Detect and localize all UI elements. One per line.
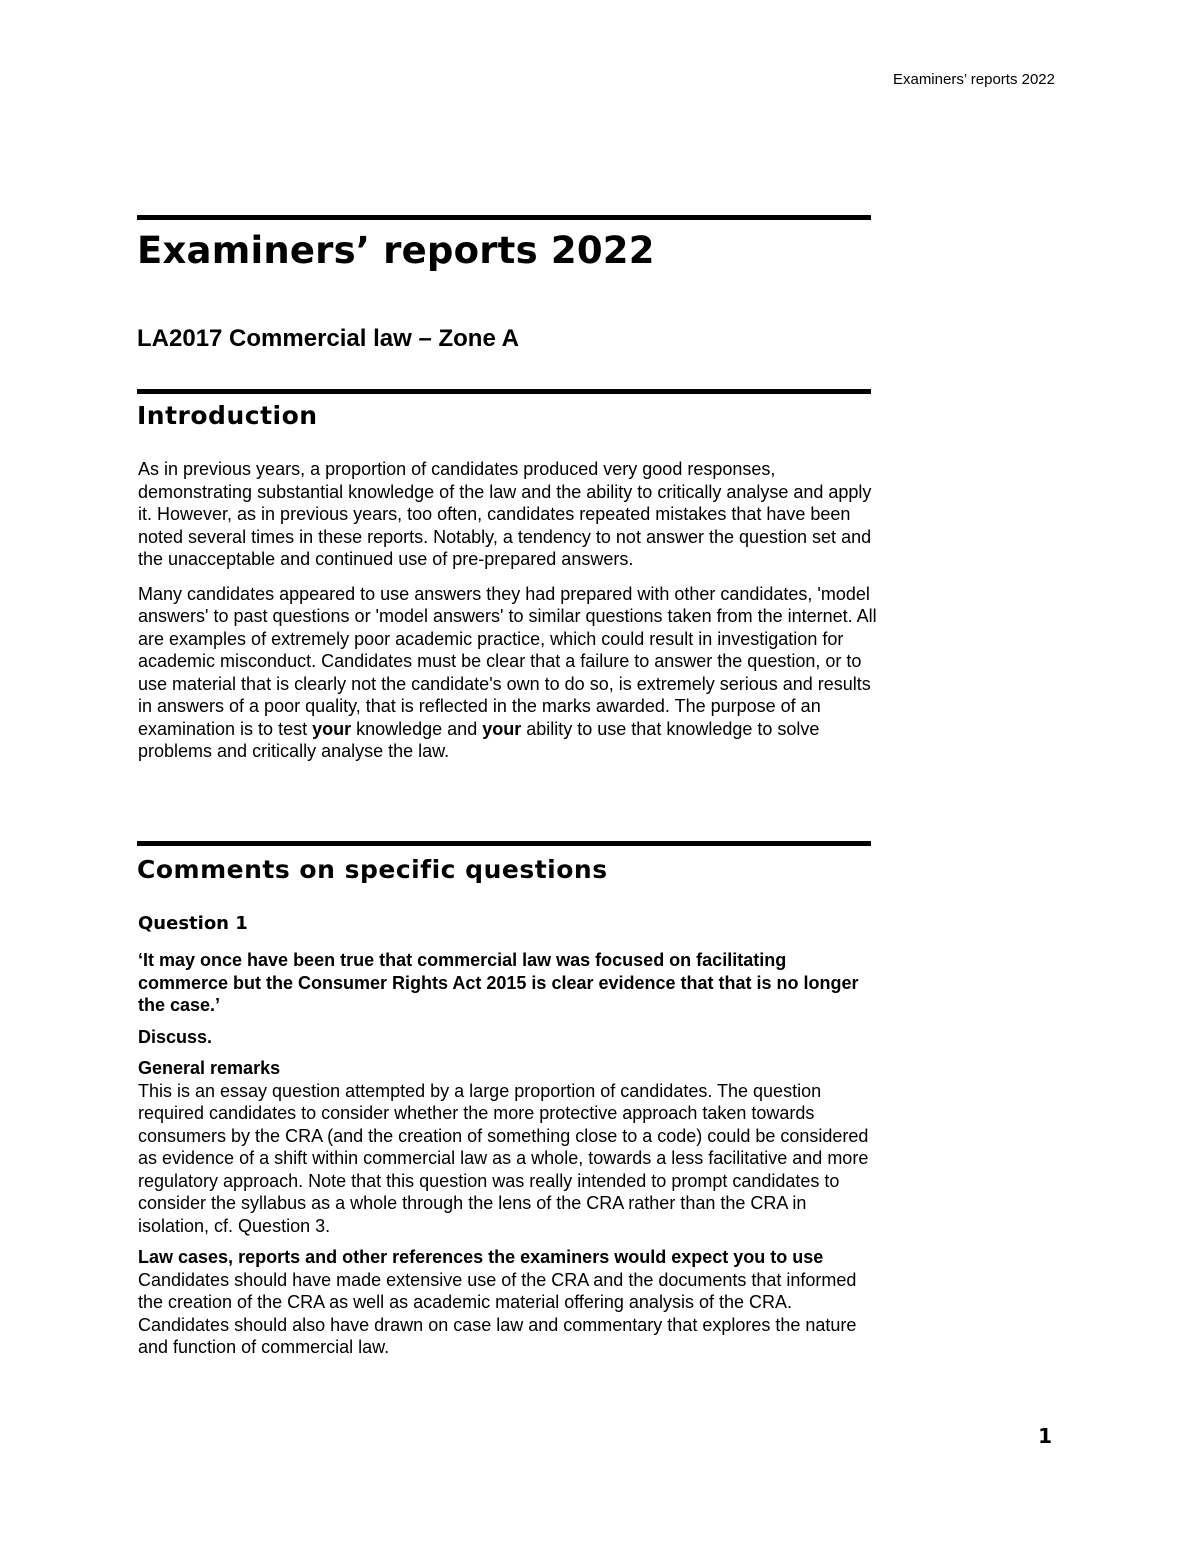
introduction-paragraph-2-text: knowledge and — [351, 718, 483, 739]
references-text: Candidates should have made extensive use of the CRA and the documents that informed the creation of the CRA as well as academic material offering analysis of the CRA. Candidates should also have drawn on case law and commentary that explores the nature and function of commercial law. — [138, 1269, 857, 1357]
course-subtitle: LA2017 Commercial law – Zone A — [137, 325, 519, 352]
question-1-quote: ‘It may once have been true that commercial law was focused on facilitating commerce but the Consumer Rights Act 2015 is clear evidence that that is no longer the case.’ — [138, 950, 859, 1015]
page-title: Examiners’ reports 2022 — [137, 229, 655, 272]
introduction-paragraph-2-text: ability to use that knowledge to solve problems and critically analyse the law. — [138, 718, 820, 761]
introduction-rule — [137, 389, 871, 394]
general-remarks-text: This is an essay question attempted by a large proportion of candidates. The question required candidates to consider whether the more protective approach taken towards consumers by the CRA (and the creation of something close to a code) could be considered as evidence of a shift within commercial law as a whole, towards a less facilitative and more regulatory approach. Note that this question was really intended to prompt candidates to consider the syllabus as a whole through the lens of the CRA rather than the CRA in isolation, cf. Question 3. — [138, 1080, 869, 1236]
general-remarks-heading: General remarks — [138, 1058, 281, 1078]
references-heading: Law cases, reports and other references the examiners would expect you to use — [138, 1247, 824, 1267]
emphasis-your: your — [312, 718, 352, 739]
running-header: Examiners’ reports 2022 — [892, 71, 1055, 88]
question-1-instruction: Discuss. — [138, 1026, 213, 1047]
comments-rule — [137, 841, 871, 846]
introduction-body — [138, 458, 878, 763]
emphasis-your: your — [482, 718, 522, 739]
introduction-paragraph-1: As in previous years, a proportion of candidates produced very good responses, demonstrating substantial knowledge of the law and the ability to critically analyse and apply it. However, as in previous years, too often, candidates repeated mistakes that have been noted several times in these reports. Notably, a tendency to not answer the question set and the unacceptable and continued use of pre-prepared answers. — [138, 459, 872, 569]
question-1-body — [138, 949, 878, 1359]
title-top-rule — [137, 215, 871, 220]
introduction-paragraph-2-text: Many candidates appeared to use answers they had prepared with other candidates, 'model answers' to past questions or 'model answers' to similar questions taken from the internet. All are examples of extremely poor academic practice, which could result in investigation for academic misconduct. Candidates must be clear that a failure to answer the question, or to use material that is clearly not the candidate's own to do so, is extremely serious and results in answers of a poor quality, that is reflected in the marks awarded. The purpose of an examination is to test — [138, 583, 877, 739]
introduction-paragraph-2 — [138, 583, 878, 763]
page-number: 1 — [1038, 1424, 1052, 1448]
introduction-heading: Introduction — [137, 401, 318, 430]
question-1-label: Question 1 — [138, 913, 248, 934]
comments-heading: Comments on specific questions — [137, 855, 608, 884]
